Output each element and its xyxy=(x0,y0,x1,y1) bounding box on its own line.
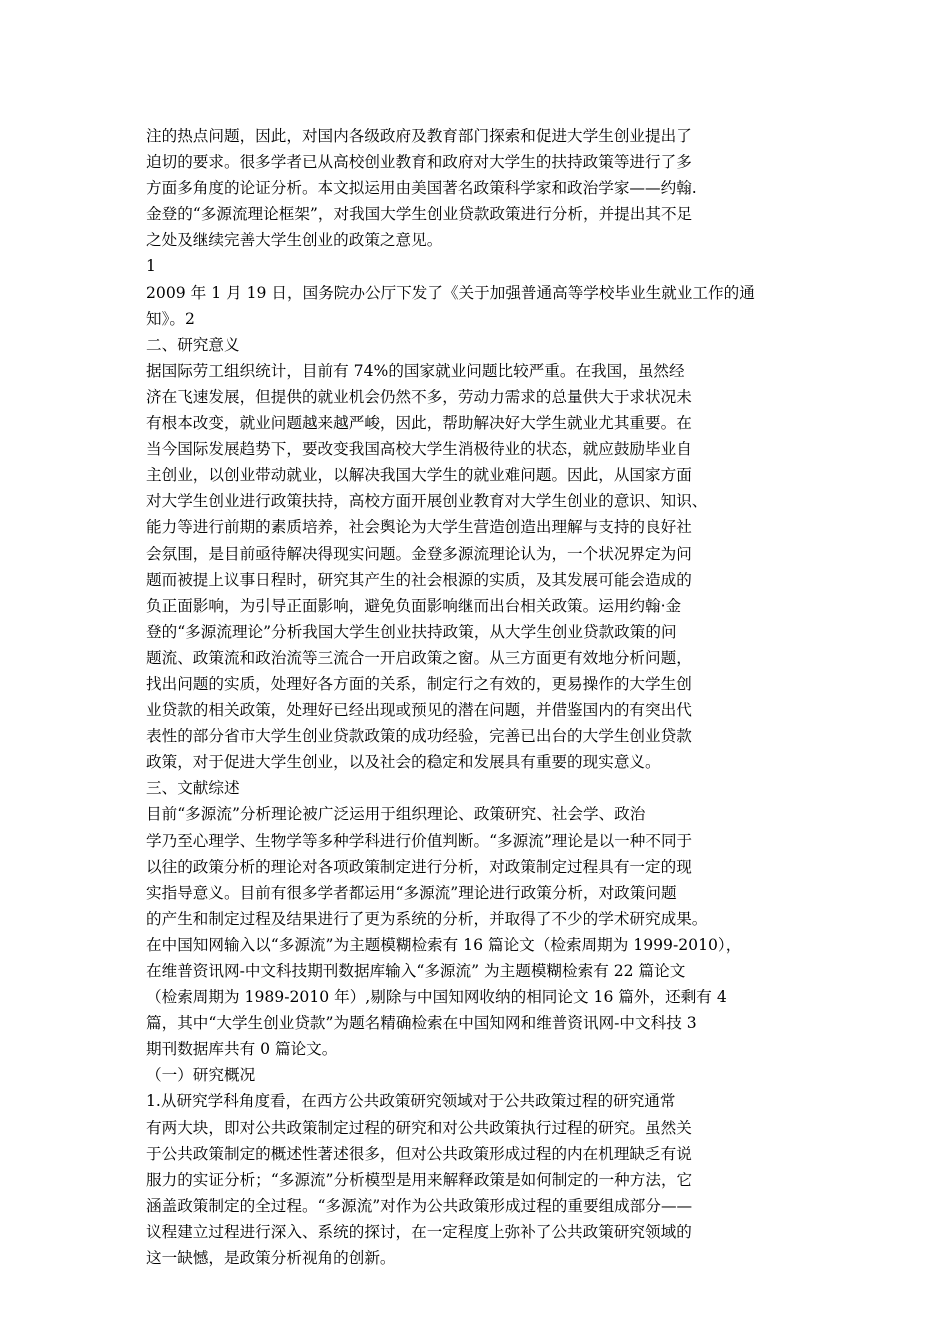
text-line: 的产生和制定过程及结果进行了更为系统的分析，并取得了不少的学术研究成果。 xyxy=(146,909,708,928)
text-line: 能力等进行前期的素质培养，社会舆论为大学生营造创造出理解与支持的良好社 xyxy=(146,518,692,537)
text-line: 实指导意义。目前有很多学者都运用“多源流”理论进行政策分析，对政策问题 xyxy=(146,883,677,902)
text-line: 迫切的要求。很多学者已从高校创业教育和政府对大学生的扶持政策等进行了多 xyxy=(146,153,692,172)
text-line: 当今国际发展趋势下，要改变我国高校大学生消极待业的状态，就应鼓励毕业自 xyxy=(146,440,692,459)
text-line: 1.从研究学科角度看，在西方公共政策研究领域对于公共政策过程的研究通常 xyxy=(146,1092,676,1111)
text-line: 主创业，以创业带动就业，以解决我国大学生的就业难问题。因此，从国家方面 xyxy=(146,466,692,485)
text-line: 在中国知网输入以“多源流”为主题模糊检索有 16 篇论文（检索周期为 1999-2010）， xyxy=(146,935,742,954)
text-line: 在维普资讯网-中文科技期刊数据库输入“多源流” 为主题模糊检索有 22 篇论文 xyxy=(146,962,686,980)
text-line: 济在飞速发展，但提供的就业机会仍然不多，劳动力需求的总量供大于求状况未 xyxy=(146,387,692,406)
text-line: 之处及继续完善大学生创业的政策之意见。 xyxy=(146,231,443,250)
text-line: 注的热点问题，因此，对国内各级政府及教育部门探索和促进大学生创业提出了 xyxy=(146,127,692,145)
text-line: 以往的政策分析的理论对各项政策制定进行分析，对政策制定过程具有一定的现 xyxy=(146,857,692,876)
section-heading: 三、文献综述 xyxy=(146,779,240,798)
text-line: 找出问题的实质，处理好各方面的关系，制定行之有效的，更易操作的大学生创 xyxy=(146,674,692,693)
footnote-marker: 1 xyxy=(146,257,156,276)
text-line: 对大学生创业进行政策扶持，高校方面开展创业教育对大学生创业的意识、知识、 xyxy=(146,492,708,511)
text-line: 于公共政策制定的概述性著述很多，但对公共政策形成过程的内在机理缺乏有说 xyxy=(146,1144,692,1163)
text-line: （检索周期为 1989-2010 年）,剔除与中国知网收纳的相同论文 16 篇外，还剩有 4 xyxy=(146,988,727,1007)
text-line: 议程建立过程进行深入、系统的探讨，在一定程度上弥补了公共政策研究领域的 xyxy=(146,1222,692,1241)
text-line: 知》。2 xyxy=(146,309,195,328)
text-line: 有根本改变，就业问题越来越严峻，因此，帮助解决好大学生就业尤其重要。在 xyxy=(146,414,692,433)
text-line: 表性的部分省市大学生创业贷款政策的成功经验，完善已出台的大学生创业贷款 xyxy=(146,727,692,746)
text-line: 2009 年 1 月 19 日，国务院办公厅下发了《关于加强普通高等学校毕业生就业工作的通 xyxy=(146,283,755,302)
text-line: 金登的“多源流理论框架”，对我国大学生创业贷款政策进行分析，并提出其不足 xyxy=(146,205,693,224)
section-heading: 二、研究意义 xyxy=(146,335,240,354)
text-line: 题流、政策流和政治流等三流合一开启政策之窗。从三方面更有效地分析问题， xyxy=(146,648,692,667)
text-line: 会氛围，是目前亟待解决得现实问题。金登多源流理论认为，一个状况界定为问 xyxy=(146,544,692,563)
text-line: 登的“多源流理论”分析我国大学生创业扶持政策，从大学生创业贷款政策的问 xyxy=(146,622,677,641)
text-line: 涵盖政策制定的全过程。“多源流”对作为公共政策形成过程的重要组成部分—— xyxy=(146,1196,693,1215)
text-line: 政策，对于促进大学生创业，以及社会的稳定和发展具有重要的现实意义。 xyxy=(146,753,661,772)
body-text xyxy=(146,123,826,1271)
text-line: 目前“多源流”分析理论被广泛运用于组织理论、政策研究、社会学、政治 xyxy=(146,805,646,824)
text-line: 方面多角度的论证分析。本文拟运用由美国著名政策科学家和政治学家——约翰. xyxy=(146,179,697,198)
text-line: 期刊数据库共有 0 篇论文。 xyxy=(146,1040,338,1059)
text-line: 学乃至心理学、生物学等多种学科进行价值判断。“多源流”理论是以一种不同于 xyxy=(146,831,693,850)
text-line: 业贷款的相关政策，处理好已经出现或预见的潜在问题，并借鉴国内的有突出代 xyxy=(146,701,692,720)
text-line: 这一缺憾，是政策分析视角的创新。 xyxy=(146,1249,396,1268)
subsection-heading: （一）研究概况 xyxy=(146,1066,256,1085)
text-line: 负正面影响，为引导正面影响，避免负面影响继而出台相关政策。运用约翰·金 xyxy=(146,596,682,615)
text-line: 篇，其中“大学生创业贷款”为题名精确检索在中国知网和维普资讯网-中文科技 3 xyxy=(146,1014,697,1033)
text-line: 有两大块，即对公共政策制定过程的研究和对公共政策执行过程的研究。虽然关 xyxy=(146,1118,692,1137)
text-line: 题而被提上议事日程时，研究其产生的社会根源的实质，及其发展可能会造成的 xyxy=(146,570,692,589)
text-line: 服力的实证分析；“多源流”分析模型是用来解释政策是如何制定的一种方法，它 xyxy=(146,1170,693,1189)
text-line: 据国际劳工组织统计，目前有 74%的国家就业问题比较严重。在我国，虽然经 xyxy=(146,361,685,380)
